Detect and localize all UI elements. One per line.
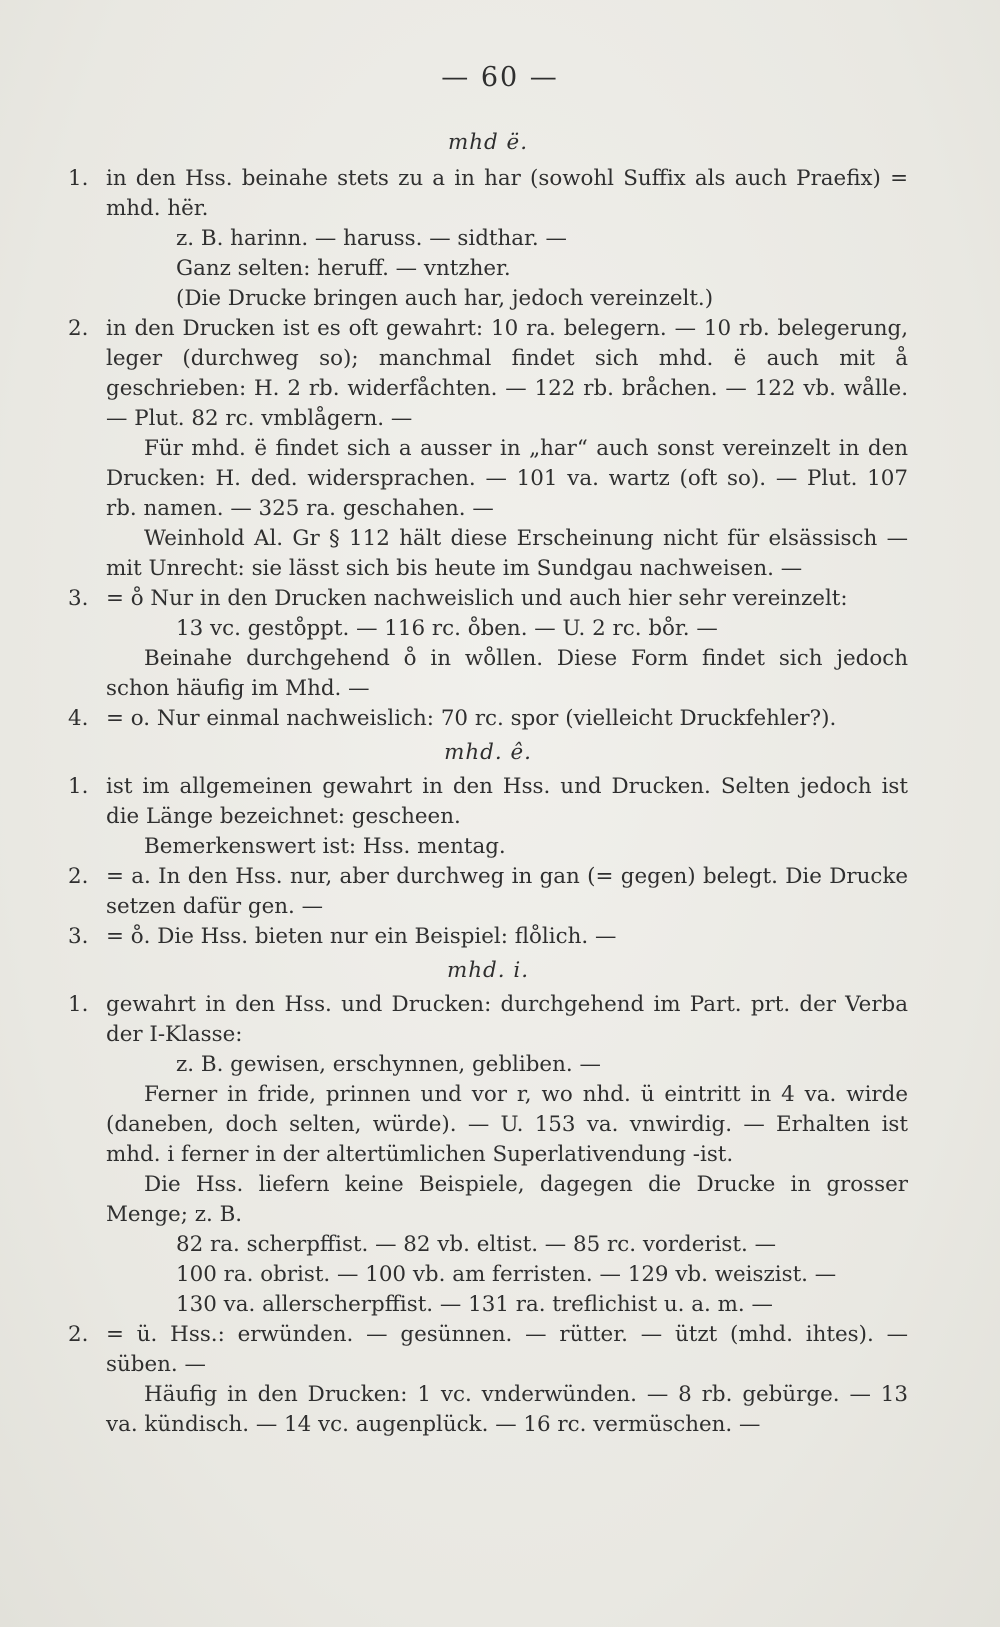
item-text: = a. In den Hss. nur, aber durchweg in gan (= gegen) belegt. Die Drucke setzen dafür gen. — xyxy=(106,864,908,919)
paragraph: Ferner in fride, prinnen und vor r, wo nhd. ü eintritt in 4 va. wirde (daneben, doch selten, würde). — U. 153 va. vnwirdig. — Erhalten ist mhd. i ferner in der altertümlichen Superlativendung -ist. xyxy=(106,1082,908,1167)
item-number: 2. xyxy=(68,1322,89,1347)
example-line: 82 ra. scherpffist. — 82 vb. eltist. — 85 rc. vorderist. — xyxy=(176,1232,776,1257)
paragraph: Bemerkenswert ist: Hss. mentag. xyxy=(144,834,506,859)
page-number: — 60 — xyxy=(441,62,559,93)
list-item xyxy=(68,922,908,952)
list-item xyxy=(68,314,908,584)
item-number: 3. xyxy=(68,924,89,949)
list-item xyxy=(68,704,908,734)
paragraph: Die Hss. liefern keine Beispiele, dagegen die Drucke in grosser Menge; z. B. xyxy=(106,1172,908,1227)
example-line: Ganz selten: heruff. — vntzher. xyxy=(176,256,511,281)
section-heading-e-umlaut: mhd ë. xyxy=(447,130,528,155)
item-text: = o̊ Nur in den Drucken nachweislich und auch hier sehr vereinzelt: xyxy=(106,586,848,611)
section-heading-e-circumflex: mhd. ê. xyxy=(444,740,532,765)
example-line: 13 vc. gesto̊ppt. — 116 rc. o̊ben. — U. 2 rc. bo̊r. — xyxy=(176,616,718,641)
item-number: 2. xyxy=(68,316,89,341)
note-line: (Die Drucke bringen auch har, jedoch vereinzelt.) xyxy=(176,286,714,311)
example-line: z. B. gewisen, erschynnen, gebliben. — xyxy=(176,1052,601,1077)
item-number: 2. xyxy=(68,864,89,889)
section-heading-i: mhd. i. xyxy=(447,958,529,983)
example-line: z. B. harinn. — haruss. — sidthar. — xyxy=(176,226,567,251)
item-number: 1. xyxy=(68,166,89,191)
list-item xyxy=(68,990,908,1320)
item-number: 4. xyxy=(68,706,89,731)
item-number: 1. xyxy=(68,774,89,799)
item-text: in den Drucken ist es oft gewahrt: 10 ra. belegern. — 10 rb. belegerung, leger (durchweg so); manchmal findet sich mhd. ë auch mit å geschrieben: H. 2 rb. widerfåchten. — 122 rb. bråchen. — 122 vb. wålle. — Plut. 82 rc. vmblågern. — xyxy=(106,316,908,431)
page-content xyxy=(68,128,908,1440)
list-item xyxy=(68,1320,908,1440)
item-text: = o. Nur einmal nachweislich: 70 rc. spor (vielleicht Druckfehler?). xyxy=(106,706,837,731)
list-item xyxy=(68,584,908,704)
item-text: ist im allgemeinen gewahrt in den Hss. und Drucken. Selten jedoch ist die Länge bezeichnet: gescheen. xyxy=(106,774,908,829)
item-text: = ü. Hss.: erwünden. — gesünnen. — rütter. — ützt (mhd. ihtes). — süben. — xyxy=(106,1322,908,1377)
item-text: gewahrt in den Hss. und Drucken: durchgehend im Part. prt. der Verba der I-Klasse: xyxy=(106,992,908,1047)
paragraph: Häufig in den Drucken: 1 vc. vnderwünden. — 8 rb. gebürge. — 13 va. kündisch. — 14 vc. augenplück. — 16 rc. vermüschen. — xyxy=(106,1382,908,1437)
paragraph: Für mhd. ë findet sich a ausser in „har“ auch sonst vereinzelt in den Drucken: H. ded. widersprachen. — 101 va. wartz (oft so). — Plut. 107 rb. namen. — 325 ra. geschahen. — xyxy=(106,436,908,521)
example-line: 130 va. allerscherpffist. — 131 ra. treflichist u. a. m. — xyxy=(176,1292,773,1317)
paragraph: Beinahe durchgehend o̊ in wo̊llen. Diese Form findet sich jedoch schon häufig im Mhd. — xyxy=(106,646,908,701)
example-line: 100 ra. obrist. — 100 vb. am ferristen. — 129 vb. weiszist. — xyxy=(176,1262,837,1287)
item-text: = o̊. Die Hss. bieten nur ein Beispiel: flo̊lich. — xyxy=(106,924,617,949)
list-item xyxy=(68,862,908,922)
item-number: 3. xyxy=(68,586,89,611)
list-item xyxy=(68,164,908,314)
item-text: in den Hss. beinahe stets zu a in har (sowohl Suffix als auch Praefix) = mhd. hër. xyxy=(106,166,908,221)
item-number: 1. xyxy=(68,992,89,1017)
paragraph: Weinhold Al. Gr § 112 hält diese Erscheinung nicht für elsässisch — mit Unrecht: sie lässt sich bis heute im Sundgau nachweisen. — xyxy=(106,526,908,581)
list-item xyxy=(68,772,908,862)
